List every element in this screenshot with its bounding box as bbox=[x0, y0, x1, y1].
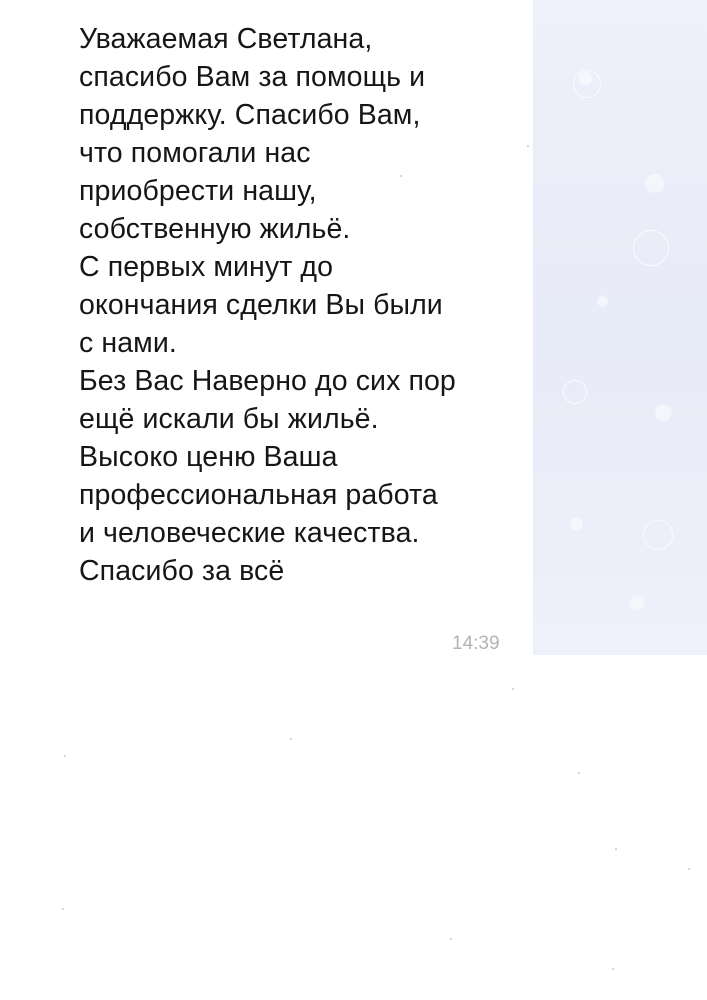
message-line: приобрести нашу, bbox=[79, 175, 317, 207]
message-line: что помогали нас bbox=[79, 137, 311, 169]
scan-speck bbox=[290, 738, 292, 740]
wallpaper-doodle bbox=[643, 520, 673, 550]
scan-speck bbox=[527, 145, 529, 147]
chat-wallpaper bbox=[533, 0, 707, 655]
scan-speck bbox=[615, 848, 617, 850]
message-line: Спасибо за всё bbox=[79, 555, 285, 587]
message-line: собственную жильё. bbox=[79, 213, 351, 245]
wallpaper-doodle bbox=[563, 380, 587, 404]
scan-speck bbox=[62, 908, 64, 910]
scan-speck bbox=[512, 688, 514, 690]
message-line: поддержку. Спасибо Вам, bbox=[79, 99, 421, 131]
message-line: Высоко ценю Ваша bbox=[79, 441, 338, 473]
message-line: С первых минут до bbox=[79, 251, 334, 283]
message-line: с нами. bbox=[79, 327, 177, 359]
scan-speck bbox=[612, 968, 614, 970]
scan-speck bbox=[578, 772, 580, 774]
message-line: Уважаемая Светлана, bbox=[79, 23, 373, 55]
message-line: спасибо Вам за помощь и bbox=[79, 61, 426, 93]
scan-speck bbox=[688, 868, 690, 870]
scan-speck bbox=[64, 755, 66, 757]
message-line: профессиональная работа bbox=[79, 479, 438, 511]
message-line: и человеческие качества. bbox=[79, 517, 420, 549]
scan-speck bbox=[400, 175, 402, 177]
message-timestamp: 14:39 bbox=[452, 633, 500, 654]
wallpaper-doodle bbox=[633, 230, 669, 266]
message-line: ещё искали бы жильё. bbox=[79, 403, 379, 435]
message-bubble[interactable] bbox=[0, 0, 533, 655]
message-line: окончания сделки Вы были bbox=[79, 289, 443, 321]
message-line: Без Вас Наверно до сих пор bbox=[79, 365, 456, 397]
message-text bbox=[79, 20, 529, 590]
scan-speck bbox=[450, 938, 452, 940]
wallpaper-doodle bbox=[573, 70, 601, 98]
